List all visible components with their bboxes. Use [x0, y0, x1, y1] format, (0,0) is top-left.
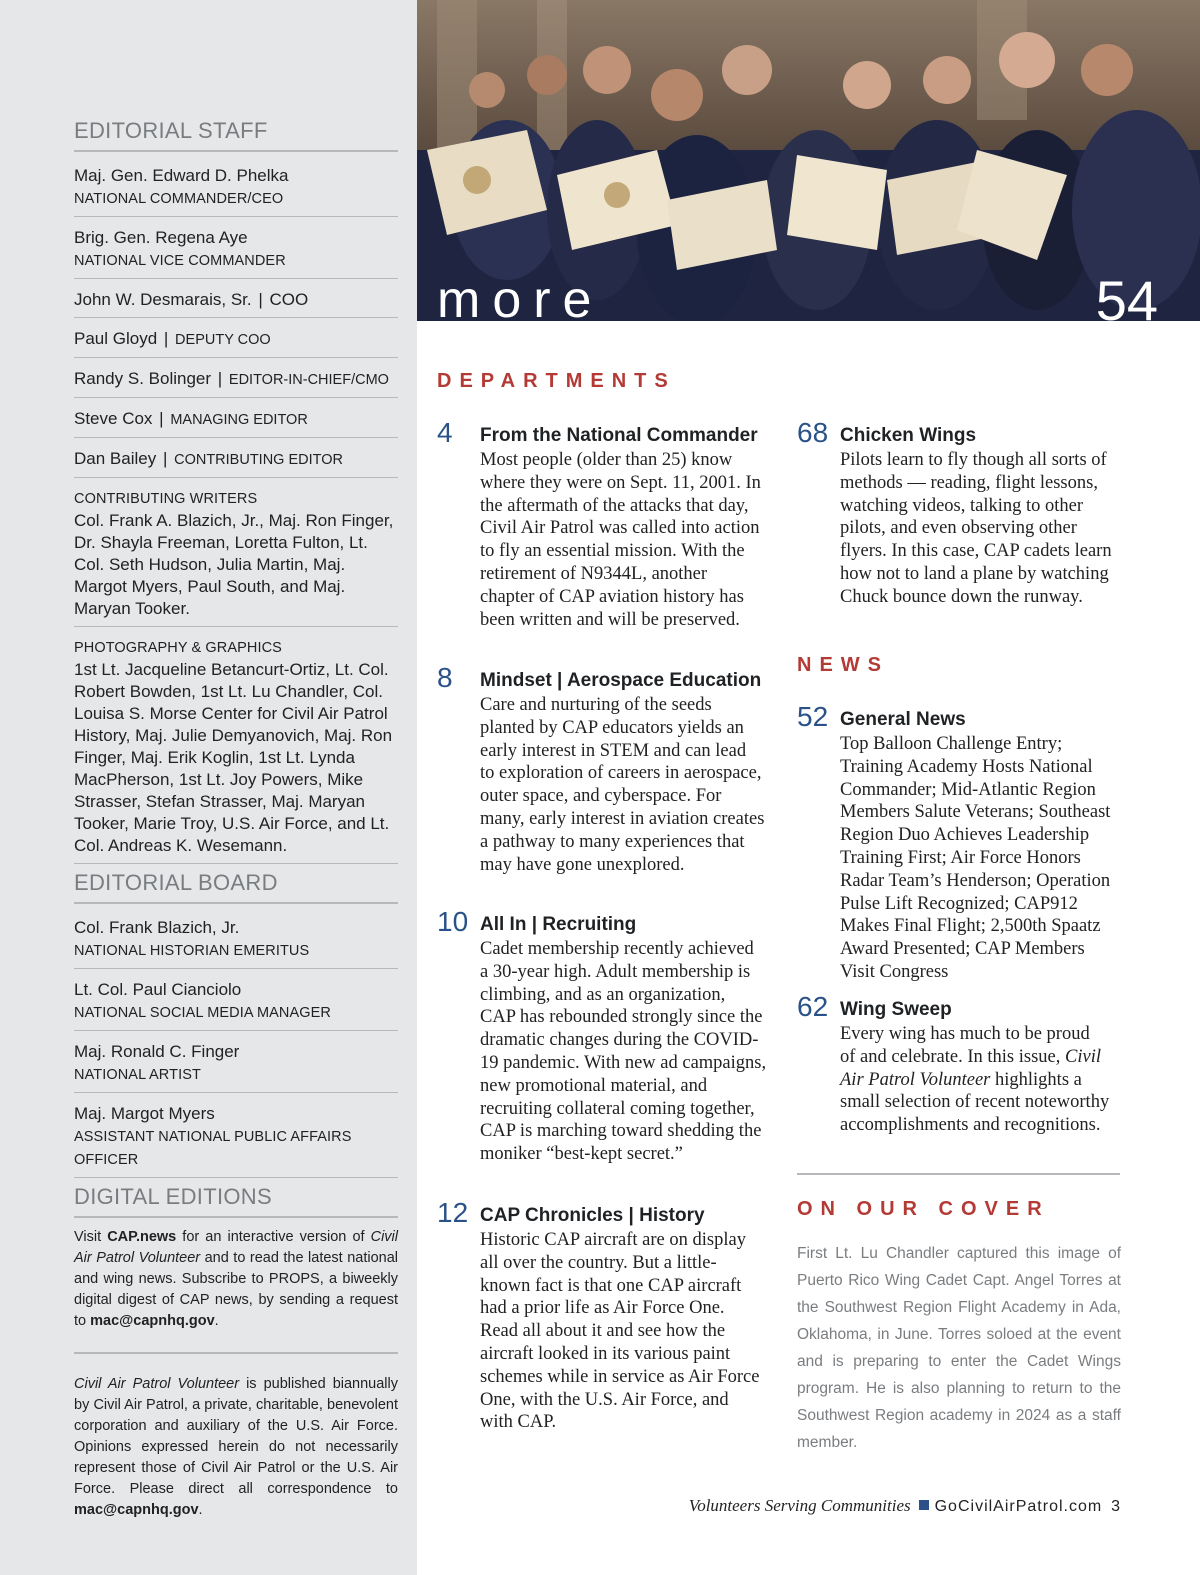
toc-page-number: 12 [437, 1197, 469, 1228]
toc-description: Care and nurturing of the seeds planted by CAP educators yields an early interest in STEM and can lead to exploration of careers in aerospace, outer space, and cyberspace. For many, early interest in aviation creates a pathway to many experiences that may have gone unexplored. [480, 695, 765, 875]
staff-name: Dan Bailey [74, 449, 157, 468]
staff-entry: Paul Gloyd | DEPUTY COO [74, 324, 398, 358]
board-role: NATIONAL ARTIST [74, 1067, 201, 1083]
toc-page-number: 10 [437, 906, 469, 937]
editorial-staff-title: EDITORIAL STAFF [74, 118, 398, 152]
toc-page-number: 62 [797, 991, 829, 1022]
toc-description: Most people (older than 25) know where they were on Sept. 11, 2001. In the aftermath of the attacks that day, Civil Air Patrol was called into action to fly an essential mission. With the retirement of N9344L, another chapter of CAP aviation history has been written and will be preserved. [480, 450, 761, 630]
staff-entry: Dan Bailey | CONTRIBUTING EDITOR [74, 444, 398, 478]
staff-role: MANAGING EDITOR [170, 412, 308, 428]
toc-description: Cadet membership recently achieved a 30-year high. Adult membership is climbing, and as an organization, CAP has rebounded strongly since the dramatic changes during the COVID- 19 pandemic. With new ad campaigns, new promotional material, and recruiting collateral coming together, CAP is marching toward shedding the moniker “best-kept secret.” [480, 939, 767, 1165]
board-name: Maj. Margot Myers [74, 1104, 215, 1123]
email-link[interactable]: mac@capnhq.gov [74, 1502, 199, 1518]
news-heading: NEWS [797, 654, 889, 676]
staff-name: Maj. Gen. Edward D. Phelka [74, 166, 289, 185]
photography-label: PHOTOGRAPHY & GRAPHICS [74, 640, 282, 656]
cover-heading: ON OUR COVER [797, 1198, 1050, 1220]
board-role: NATIONAL HISTORIAN EMERITUS [74, 943, 310, 959]
footer-tagline: Volunteers Serving Communities [688, 1496, 911, 1515]
staff-entry [74, 161, 398, 217]
toc-page-number: 4 [437, 417, 453, 448]
square-bullet-icon [919, 1500, 929, 1510]
footer-site[interactable]: GoCivilAirPatrol.com [934, 1498, 1103, 1515]
staff-name: Steve Cox [74, 409, 153, 428]
cover-caption: First Lt. Lu Chandler captured this image of Puerto Rico Wing Cadet Capt. Angel Torres at the Southwest Region Flight Academy in Ada, Oklahoma, in June. Torres soloed at the event and is preparing to enter the Cadet Wings program. He is also planning to return to the Southwest Region academy in 2024 as a staff member. [797, 1245, 1121, 1451]
board-entry [74, 1099, 398, 1178]
photography-list: 1st Lt. Jacqueline Betancurt-Ortiz, Lt. Col. Robert Bowden, 1st Lt. Lu Chandler, Col. Louisa S. Morse Center for Civil Air Patrol History, Maj. Julie Demyanovich, Maj. Ron Finger, Maj. Erik Koglin, 1st Lt. Lynda MacPherson, 1st Lt. Joy Powers, Mike Strasser, Stefan Strasser, Maj. Maryan Tooker, Marie Troy, U.S. Air Force, and Lt. Col. Andreas K. Wesemann. [74, 660, 393, 855]
contributing-writers [74, 484, 398, 627]
staff-role: COO [269, 290, 309, 309]
staff-role: NATIONAL COMMANDER/CEO [74, 191, 284, 207]
board-name: Col. Frank Blazich, Jr. [74, 918, 240, 937]
board-entry [74, 1037, 398, 1093]
toc-description: Every wing has much to be proud of and celebrate. In this issue, Civil Air Patrol Volunteer highlights a small selection of recent noteworthy accomplishments and recognitions. [840, 1024, 1110, 1136]
staff-name: Paul Gloyd [74, 329, 158, 348]
toc-page-number: 68 [797, 417, 829, 448]
toc-page-number: 52 [797, 701, 829, 732]
board-role: NATIONAL SOCIAL MEDIA MANAGER [74, 1005, 331, 1021]
staff-entry [74, 223, 398, 279]
departments-heading: DEPARTMENTS [437, 370, 676, 392]
staff-role: CONTRIBUTING EDITOR [174, 452, 343, 468]
sidebar-content [74, 118, 398, 1521]
more-label: more [437, 271, 604, 321]
cover-photo [417, 0, 1200, 321]
toc-title: Chicken Wings [840, 425, 977, 446]
staff-role: EDITOR-IN-CHIEF/CMO [228, 372, 389, 388]
footer [689, 1496, 1120, 1516]
board-role: ASSISTANT NATIONAL PUBLIC AFFAIRS OFFICER [74, 1129, 352, 1168]
photography-credits [74, 633, 398, 864]
toc-description: Historic CAP aircraft are on display all over the country. But a little- known fact is that one CAP aircraft had a prior life as Air Force One. Read all about it and see how the aircraft looked in its various paint schemes while in service as Air Force One, with the U.S. Air Force, and with CAP. [480, 1230, 760, 1433]
publication-note: Civil Air Patrol Volunteer is published biannually by Civil Air Patrol, a private, charitable, benevolent corporation and auxiliary of the U.S. Air Force. Opinions expressed herein do not necessarily represent those of Civil Air Patrol or the U.S. Air Force. Please direct all correspondence to mac@capnhq.gov. [74, 1376, 398, 1518]
toc-title: CAP Chronicles | History [480, 1205, 705, 1226]
editorial-board-title: EDITORIAL BOARD [74, 870, 398, 904]
staff-role: NATIONAL VICE COMMANDER [74, 253, 286, 269]
staff-role: DEPUTY COO [175, 332, 271, 348]
staff-entry: Randy S. Bolinger | EDITOR-IN-CHIEF/CMO [74, 364, 398, 398]
board-entry [74, 975, 398, 1031]
sidebar [0, 0, 417, 1575]
toc-title: General News [840, 709, 966, 730]
board-name: Maj. Ronald C. Finger [74, 1042, 240, 1061]
contributing-writers-list: Col. Frank A. Blazich, Jr., Maj. Ron Finger, Dr. Shayla Freeman, Loretta Fulton, Lt. Col. Seth Hudson, Julia Martin, Maj. Margot Myers, Paul South, and Maj. Maryan Tooker. [74, 511, 394, 618]
staff-name: John W. Desmarais, Sr. [74, 290, 252, 309]
staff-name: Randy S. Bolinger [74, 369, 212, 388]
email-link[interactable]: mac@capnhq.gov [90, 1313, 215, 1329]
board-entry [74, 913, 398, 969]
staff-entry: Steve Cox | MANAGING EDITOR [74, 404, 398, 438]
toc-description: Pilots learn to fly though all sorts of methods — reading, flight lessons, watching videos, talking to other pilots, and even observing other flyers. In this case, CAP cadets learn how not to land a plane by watching Chuck bounce down the runway. [840, 450, 1112, 607]
digital-editions-text: Visit CAP.news for an interactive version of Civil Air Patrol Volunteer and to read the latest national and wing news. Subscribe to PROPS, a biweekly digital digest of CAP news, by sending a request to mac@capnhq.gov. [74, 1227, 398, 1354]
digital-editions-title: DIGITAL EDITIONS [74, 1184, 398, 1218]
footer-page-number: 3 [1111, 1498, 1120, 1515]
divider [797, 1173, 1120, 1175]
staff-entry: John W. Desmarais, Sr. | COO [74, 285, 398, 318]
toc-title: From the National Commander [480, 425, 758, 446]
contributing-writers-label: CONTRIBUTING WRITERS [74, 491, 258, 507]
toc-page-number: 8 [437, 662, 453, 693]
cap-news-link[interactable]: CAP.news [107, 1229, 177, 1245]
photo-page-number: 54 [1095, 269, 1158, 321]
staff-name: Brig. Gen. Regena Aye [74, 228, 248, 247]
board-name: Lt. Col. Paul Cianciolo [74, 980, 242, 999]
toc-description: Top Balloon Challenge Entry; Training Academy Hosts National Commander; Mid-Atlantic Region Members Salute Veterans; Southeast Region Duo Achieves Leadership Training First; Air Force Honors Radar Team’s Henderson; Operation Pulse Lift Recognized; CAP912 Makes Final Flight; 2,500th Spaatz Award Presented; CAP Members Visit Congress [840, 734, 1111, 982]
toc-title: All In | Recruiting [480, 914, 637, 935]
toc-title: Mindset | Aerospace Education [480, 670, 762, 691]
toc-title: Wing Sweep [840, 999, 952, 1020]
